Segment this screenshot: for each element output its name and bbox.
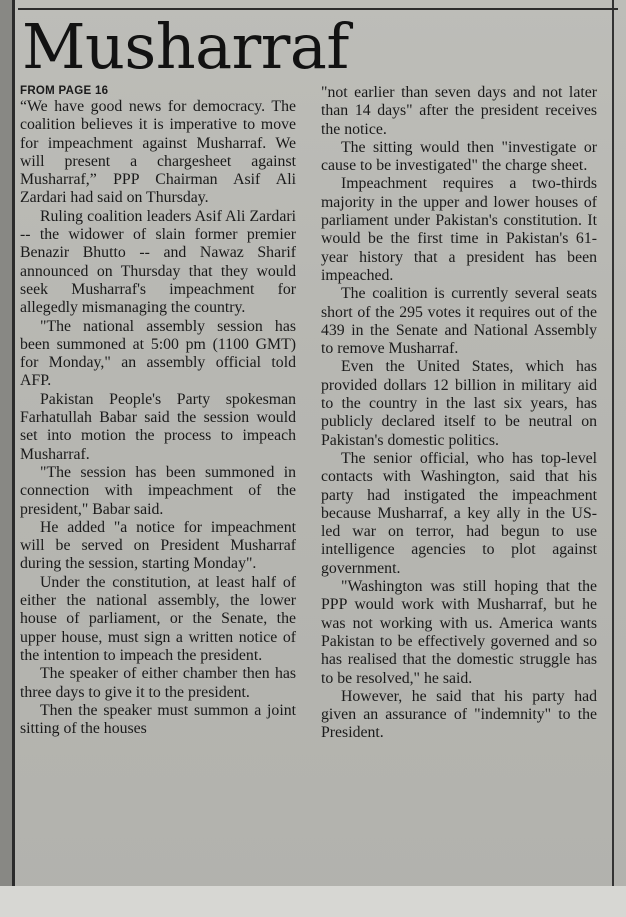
page-bottom-margin [0, 886, 626, 917]
paragraph: Even the United States, which has provided dollars 12 billion in military aid to the country in the last six years, has publicly declared itself to be neutral on Pakistan's domestic politics. [321, 358, 597, 449]
headline: Musharraf [22, 10, 349, 83]
right-column [321, 84, 597, 743]
paragraph: He added "a notice for impeachment will be served on President Musharraf during the session, starting Monday". [20, 518, 296, 573]
paragraph: The speaker of either chamber then has three days to give it to the president. [20, 665, 296, 701]
paragraph: The senior official, who has top-level contacts with Washington, said that his party had instigated the impeachment because Musharraf, a key ally in the US-led war on terror, had begun to use intelligence agencies to plot against government. [321, 449, 597, 577]
paragraph: Ruling coalition leaders Asif Ali Zardari -- the widower of slain former premier Benazir Bhutto -- and Nawaz Sharif announced on Thursday that they would seek Musharraf's impeachment for allegedly mismanaging the country. [20, 207, 296, 317]
paragraph: Then the speaker must summon a joint sitting of the houses [20, 701, 296, 738]
right-column-rule [612, 0, 614, 917]
paragraph: Pakistan People's Party spokesman Farhatullah Babar said the session would set into motion the process to impeach Musharraf. [20, 390, 296, 463]
paragraph: "not earlier than seven days and not later than 14 days" after the president receives the notice. [321, 84, 597, 138]
paragraph: The sitting would then "investigate or cause to be investigated" the charge sheet. [321, 138, 597, 175]
page-left-margin [0, 0, 12, 917]
paragraph: However, he said that his party had given an assurance of "indemnity" to the President. [321, 687, 597, 742]
left-column [20, 84, 296, 738]
paragraph: Under the constitution, at least half of either the national assembly, the lower house of parliament, or the Senate, the upper house, must sign a written notice of the intention to impeach the president. [20, 573, 296, 664]
paragraph: "Washington was still hoping that the PPP would work with Musharraf, but he was not working with us. America wants Pakistan to be effectively governed and so has realised that the domestic struggle has to be resolved," he said. [321, 578, 597, 687]
paragraph: "The session has been summoned in connection with impeachment of the president," Babar said. [20, 463, 296, 518]
paragraph: "The national assembly session has been summoned at 5:00 pm (1100 GMT) for Monday," an assembly official told AFP. [20, 317, 296, 390]
paragraph: “We have good news for democracy. The coalition believes it is imperative to move for impeachment against Musharraf. We will present a chargesheet against Musharraf,” PPP Chairman Asif Ali Zardari had said on Thursday. [20, 98, 296, 207]
paragraph: The coalition is currently several seats short of the 295 votes it requires out of the 439 in the Senate and National Assembly to remove Musharraf. [321, 285, 597, 358]
paragraph: Impeachment requires a two-thirds majority in the upper and lower houses of parliament under Pakistan's constitution. It would be the first time in Pakistan's 61-year history that a president has been impeached. [321, 175, 597, 284]
left-column-rule [12, 0, 15, 917]
jump-label: FROM PAGE 16 [20, 85, 109, 97]
